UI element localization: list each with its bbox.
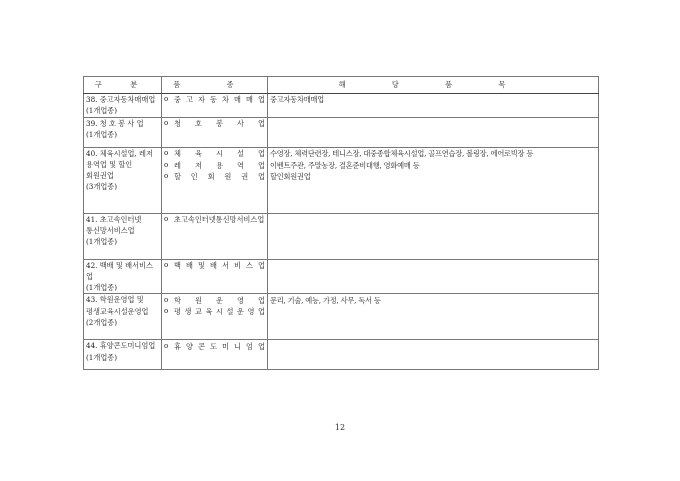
items-entry <box>270 306 596 318</box>
type-cell <box>162 94 268 118</box>
items-entry: 문리, 기술, 예능, 가정, 사무, 독서 등 <box>270 295 381 305</box>
table-row <box>84 340 599 370</box>
type-name: 할 인 회 원 권 업 <box>174 172 265 182</box>
type-name: 초고속인터넷통신망서비스업 <box>174 215 265 225</box>
items-cell <box>268 148 599 214</box>
bullet-icon: o <box>164 307 169 316</box>
items-entry <box>270 260 596 272</box>
category-cell: 39. 청 호 봉 사 업 (1개업종) <box>84 118 162 148</box>
items-entry <box>270 118 596 130</box>
classification-table <box>83 76 599 370</box>
type-entry <box>164 306 265 318</box>
items-cell <box>268 118 599 148</box>
type-cell <box>162 118 268 148</box>
items-cell <box>268 260 599 294</box>
table-row <box>84 118 599 148</box>
items-entry <box>270 340 596 352</box>
table-row <box>84 94 599 118</box>
type-name: 휴 양 콘 도 미 니 엄 업 <box>174 341 265 351</box>
type-entry <box>164 340 265 352</box>
table-row <box>84 294 599 340</box>
type-entry <box>164 171 265 183</box>
type-name: 평 생 교 육 시 설 운 영 업 <box>174 307 265 317</box>
bullet-icon: o <box>164 295 169 304</box>
type-cell <box>162 148 268 214</box>
items-entry: 수영장, 체력단련장, 테니스장, 대중종합체육시설업, 골프연습장, 볼링장, 에어로빅장 등 <box>270 149 534 159</box>
type-name: 레 저 용 역 업 <box>174 160 265 170</box>
category-cell: 41. 초고속인터넷 통신망서비스업 (1개업종) <box>84 214 162 260</box>
type-entry <box>164 94 265 106</box>
page-number: 12 <box>334 423 346 432</box>
type-name: 청 호 봉 사 업 <box>174 119 265 129</box>
bullet-icon: o <box>164 95 169 104</box>
bullet-icon: o <box>164 149 169 158</box>
category-cell: 43. 학원운영업 및 평생교육시설운영업 (2개업종) <box>84 294 162 340</box>
type-cell <box>162 294 268 340</box>
type-name: 체 육 시 설 업 <box>174 149 265 159</box>
items-cell <box>268 214 599 260</box>
items-entry: 중고자동차매매업 <box>270 95 324 105</box>
category-cell: 42. 백배 및 배서비스업 (1개업종) <box>84 260 162 294</box>
bullet-icon: o <box>164 341 169 350</box>
items-cell <box>268 294 599 340</box>
header-type: 품 종 <box>162 77 268 94</box>
type-entry <box>164 118 265 130</box>
type-cell <box>162 340 268 370</box>
type-name: 백 배 및 배 서 비 스 업 <box>174 261 265 271</box>
items-entry: 할인회원권업 <box>270 172 311 182</box>
items-entry: 이벤트주관, 주말농장, 결혼준비대행, 영화예매 등 <box>270 160 420 170</box>
type-name: 중 고 자 동 차 매 매 업 <box>174 95 265 105</box>
items-cell <box>268 340 599 370</box>
items-entry <box>270 214 596 226</box>
type-name: 학 원 운 영 업 <box>174 295 265 305</box>
bullet-icon: o <box>164 261 169 270</box>
table-header-row <box>84 77 599 94</box>
type-entry <box>164 160 265 172</box>
category-cell: 44. 휴양콘도미니엄업 (1개업종) <box>84 340 162 370</box>
type-entry <box>164 260 265 272</box>
bullet-icon: o <box>164 119 169 128</box>
type-cell <box>162 214 268 260</box>
category-cell: 38. 중고자동차매매업 (1개업종) <box>84 94 162 118</box>
type-cell <box>162 260 268 294</box>
table-body <box>84 94 599 370</box>
type-entry <box>164 148 265 160</box>
header-category: 구 분 <box>84 77 162 94</box>
type-entry <box>164 214 265 226</box>
table-row <box>84 148 599 214</box>
category-cell: 40. 체육시설업, 레저 용역업 및 할인 회원권업 (3개업종) <box>84 148 162 214</box>
table-row <box>84 260 599 294</box>
bullet-icon: o <box>164 160 169 169</box>
items-cell <box>268 94 599 118</box>
type-entry <box>164 294 265 306</box>
bullet-icon: o <box>164 215 169 224</box>
header-items: 해 당 품 목 <box>268 77 599 94</box>
bullet-icon: o <box>164 172 169 181</box>
table-row <box>84 214 599 260</box>
